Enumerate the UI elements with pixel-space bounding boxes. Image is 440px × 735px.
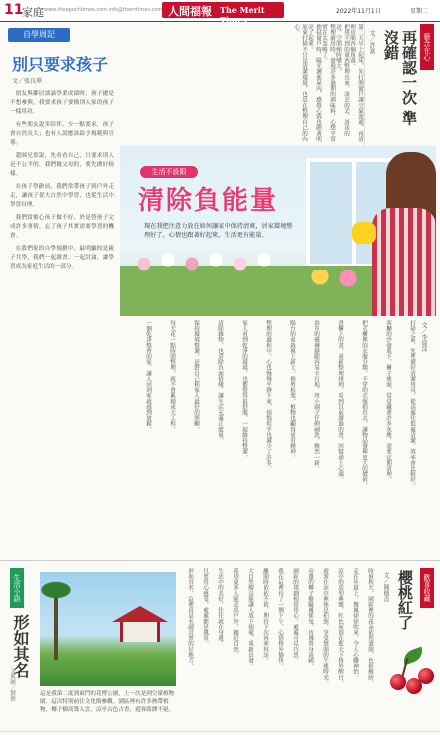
text-column: 陽台的盆栽換上新土，修剪枯葉，植物也顯得更有精神。 (289, 320, 295, 460)
masthead-logo[interactable] (162, 2, 284, 25)
bottom-left-tag: 生活小語 (10, 568, 24, 608)
cherry-icon (418, 668, 434, 684)
paragraph: 在我們家的自學規劃中，最明顯的是親子共學，我們一起讀書、一起討論，讓學習成為家庭生活的一部分。 (10, 246, 114, 270)
paragraph: 有些朋友說多陪伴、少一點要求，孩子會自然長大；也有人說應該給予規範與引導。 (10, 122, 114, 146)
bottom-right-tag: 歡喜收藏 (420, 568, 434, 608)
pavilion-roof (112, 606, 168, 622)
cherries-illustration (384, 650, 436, 696)
bottom-right-title[interactable]: 櫻桃紅了 (396, 570, 414, 630)
text-column: 把衣櫃裡的衣服分類，不穿的衣服捐出去，讓物品發揮更大的價值。 (361, 320, 367, 488)
text-column: 保持環境整潔，是對自己和家人最好的照顧。 (193, 320, 199, 432)
text-column: 涼亭的造型典雅，紅色屋頂在藍天下格外醒目。 (337, 568, 343, 686)
paragraph: 在孩子學齡前，我們常帶孩子到戶外走走，讓孩子從大自然中學習，也從生活中學習自理。 (10, 184, 114, 208)
text-column: 走在步道上，微風徐徐吹來，令人心曠神怡。 (352, 568, 358, 680)
bottom-right-author: 文／陳德貞 (382, 572, 389, 602)
text-column: 只要用心感受，處處都是風景。 (202, 568, 208, 647)
paragraph: 朋友與鄰居談論學業成績時，孩子總是不想參與，我要求孩子要像別人家的孩子一樣用功。 (10, 91, 114, 115)
bottom-left-text: 這是我第二度到東門的花博公園，上一次是到空濛植物園，這次特別前往文化館參觀。園區裡有許多熱帶植物，椰子樹高聳入雲，涼亭古色古香，遊客絡繹不絕。 (40, 691, 175, 713)
text-column: 遊客在涼亭裡休息拍照，享受悠閒的午後時光。 (322, 568, 328, 686)
feature-title[interactable]: 清除負能量 (138, 186, 279, 216)
bottom-left-article (4, 568, 176, 728)
right-top-author: 文／許富 (368, 30, 375, 54)
text-column: 浴室的磁磚縫隙容易卡污垢，用小刷子仔細刷洗，煥然一新。 (313, 320, 319, 472)
text-column: 希望更多人能走出戶外，親近自然。 (232, 568, 238, 658)
text-column: 形如其名，這裡真是名副其實的好地方。 (187, 568, 193, 669)
footer-line (0, 731, 440, 732)
feature-caption: 現在我把注意力放在如何讓家中保持清爽，居家環境整理好了，心情也跟著好起來，生活更有能量。 (144, 223, 293, 239)
issue-weekday: 星期二 (410, 8, 429, 15)
text-column: 旁邊的椰子樹隨風搖曳，彷彿置身南國。 (307, 568, 313, 669)
text-column: 時值秋天，園區裡的花朵依然盛開，色彩繽紛。 (367, 568, 373, 686)
logo-chinese: 人間福報 (168, 5, 212, 18)
pavilion-body (120, 622, 160, 642)
text-column: 客廳的沙發底下、櫃子後面，常常藏著許多灰塵，需要定期清理。 (385, 320, 391, 483)
feature-top-text (120, 24, 364, 144)
feature-photo (120, 146, 436, 316)
issue-date: 2022年11月1日 (336, 8, 381, 15)
cherry-icon (390, 674, 406, 690)
woman-shirt-shape (372, 208, 436, 316)
pavilion-photo (40, 572, 176, 686)
left-article (4, 28, 116, 568)
page-number: 11 (4, 2, 24, 18)
text-column: 把用不到的東西整理出來，該丟的丟、該送的送，空間頓時變大。 (335, 24, 349, 136)
text-column: 原來打掃不只是清潔環境，也是在整理自己的內心。 (293, 24, 307, 142)
paragraph: 我們常擔心孩子做不好，於是替孩子完成許多事情，忘了孩子其實需要學習的機會。 (10, 215, 114, 239)
text-column: 整理廚房時，發現許多過期的調味料，心想平常實在太忽略了。 (321, 24, 335, 142)
text-column: 園區的規劃相當用心，處處可見巧思。 (292, 568, 298, 664)
left-article-title[interactable]: 別只要求孩子 (11, 55, 108, 74)
paragraph: 趙師兄常說，先看看自己，只要求別人是不公平的，我們做父母的，要先做好榜樣。 (10, 153, 114, 177)
feature-badge: 生活不設限 (140, 166, 198, 178)
text-column: 生活中的美好，往往就在身邊。 (217, 568, 223, 647)
site-info: www.theepochtimes.com info@themtimes.com (44, 7, 163, 13)
flower-pots-illustration (308, 270, 368, 296)
left-article-body (10, 90, 114, 276)
text-column: 第二天早上起床，先打開窗戶讓空氣流通，再清理房間各個角落。 (349, 24, 363, 142)
right-top-title[interactable]: 再確認一次 準沒錯 (382, 30, 418, 126)
text-column: 擦拭窗戶時，陽光灑進屋內，感覺心情也跟著明亮了起來。 (307, 24, 321, 142)
feature-body (120, 320, 420, 552)
text-column: 我在這裡待了一個下午，心情格外愉快。 (277, 568, 283, 669)
bottom-left-title[interactable]: 形如其名 (11, 614, 30, 678)
page-header (0, 0, 440, 25)
bottom-left-author: 文與圖／劉德 (9, 668, 15, 701)
right-top-tag: 藝念在心 (420, 24, 434, 70)
left-article-author: 文／張良華 (12, 78, 43, 85)
text-column: 大自然總是能讓人放下煩憂，重新出發。 (247, 568, 253, 669)
logo-english: The Merit Times (220, 5, 265, 25)
section-divider (0, 560, 440, 561)
text-column: 家人看到乾淨的環境，也都覺得很舒服，一起維持整潔。 (241, 320, 247, 460)
text-column: 清除雜物，也清除負面情緒，讓生活充滿正能量。 (217, 320, 223, 444)
section-name: 家庭 (22, 6, 44, 19)
text-column: 打掃之前，先準備好清潔用具，從高處往低處清潔，效率會比較好。 (409, 320, 415, 488)
text-column: 一個乾淨整齊的家，讓人回到家就感到放鬆。 (145, 320, 151, 432)
text-column: 書櫃上的書，重新整理排列，看到以前讀過的書，回憶湧上心頭。 (337, 320, 343, 483)
left-article-tag: 自學周記 (8, 28, 70, 42)
column-divider (364, 22, 365, 146)
pavilion-shape (112, 606, 168, 642)
palm-tree-shape (54, 590, 58, 660)
bottom-center-article (180, 568, 376, 728)
text-column: 離開時依依不捨，期待下次再來拜訪。 (262, 568, 268, 664)
text-column: 每天花一點時間整理，就不會累積成大工程。 (169, 320, 175, 432)
yellow-glove-shape (352, 222, 376, 244)
feature-author: 文／李瑞萍 (420, 322, 427, 352)
text-column: 整理的過程中，心也慢慢平靜下來，煩惱似乎也減少了許多。 (265, 320, 271, 472)
